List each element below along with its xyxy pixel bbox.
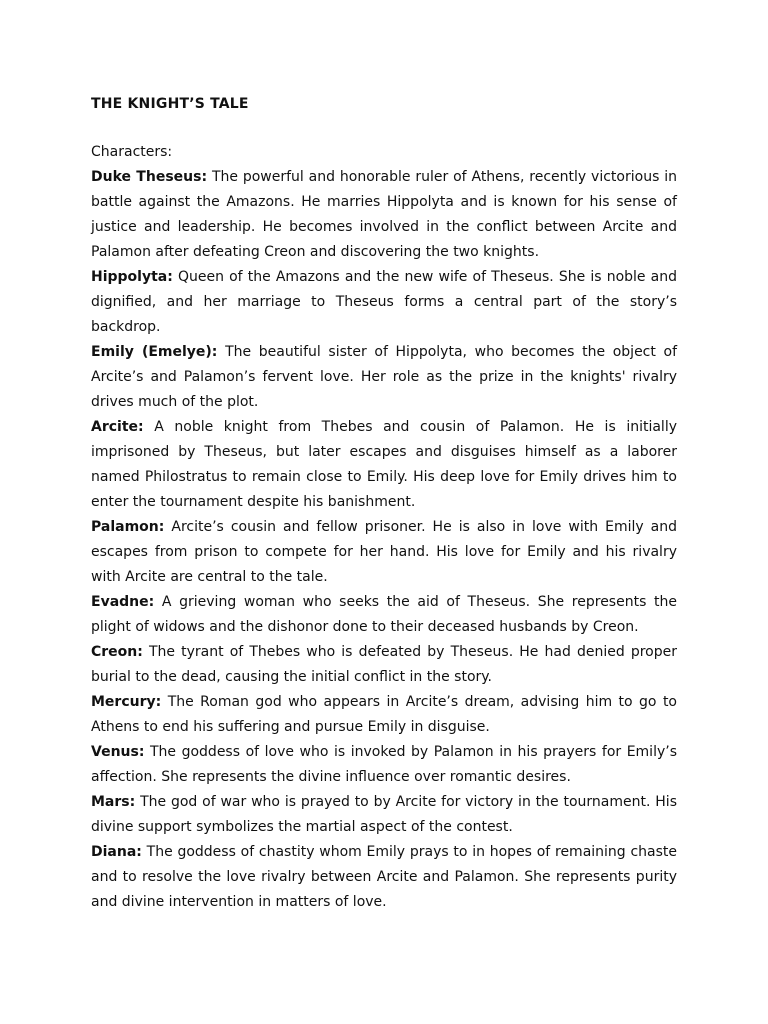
character-description: A grieving woman who seeks the aid of Theseus. She represents the plight of widows and the dishonor done to their deceased husbands by Creon.	[91, 594, 678, 635]
character-name: Emily (Emelye):	[91, 344, 218, 360]
character-description: The goddess of chastity whom Emily prays to in hopes of remaining chaste and to resolve the love rivalry between Arcite and Palamon. She represents purity and divine intervention in matters of love.	[91, 844, 677, 910]
character-entry-hippolyta	[91, 265, 677, 340]
character-description: The goddess of love who is invoked by Palamon in his prayers for Emily’s affection. She represents the divine influence over romantic desires.	[91, 744, 677, 785]
character-name: Evadne:	[91, 594, 155, 610]
character-entry-palamon	[91, 515, 677, 590]
character-description: A noble knight from Thebes and cousin of Palamon. He is initially imprisoned by Theseus, but later escapes and disguises himself as a laborer named Philostratus to remain close to Emily. His deep love for Emily drives him to enter the tournament despite his banishment.	[91, 419, 677, 510]
character-description: Queen of the Amazons and the new wife of Theseus. She is noble and dignified, and her marriage to Theseus forms a central part of the story’s backdrop.	[91, 269, 677, 335]
character-name: Duke Theseus:	[91, 169, 208, 185]
character-entry-mars	[91, 790, 677, 840]
character-description: The powerful and honorable ruler of Athens, recently victorious in battle against the Amazons. He marries Hippolyta and is known for his sense of justice and leadership. He becomes involved in the conflict between Arcite and Palamon after defeating Creon and discovering the two knights.	[91, 169, 677, 260]
character-entry-arcite	[91, 415, 677, 515]
character-name: Mars:	[91, 794, 136, 810]
character-entry-evadne	[91, 590, 677, 640]
character-entry-mercury	[91, 690, 677, 740]
document-title: THE KNIGHT’S TALE	[91, 96, 249, 112]
character-entry-theseus	[91, 165, 677, 265]
character-name: Arcite:	[91, 419, 144, 435]
character-name: Mercury:	[91, 694, 162, 710]
character-entry-diana	[91, 840, 677, 915]
character-description: The tyrant of Thebes who is defeated by Theseus. He had denied proper burial to the dead, causing the initial conflict in the story.	[91, 644, 677, 685]
character-name: Palamon:	[91, 519, 165, 535]
character-name: Venus:	[91, 744, 145, 760]
document-page	[91, 94, 677, 915]
character-entry-emily	[91, 340, 677, 415]
character-name: Creon:	[91, 644, 143, 660]
character-name: Diana:	[91, 844, 142, 860]
character-entry-venus	[91, 740, 677, 790]
character-description: The beautiful sister of Hippolyta, who becomes the object of Arcite’s and Palamon’s fervent love. Her role as the prize in the knights' rivalry drives much of the plot.	[91, 344, 678, 410]
characters-heading: Characters:	[91, 144, 173, 160]
character-description: The Roman god who appears in Arcite’s dream, advising him to go to Athens to end his suffering and pursue Emily in disguise.	[91, 694, 678, 735]
character-entry-creon	[91, 640, 677, 690]
character-description: Arcite’s cousin and fellow prisoner. He is also in love with Emily and escapes from prison to compete for her hand. His love for Emily and his rivalry with Arcite are central to the tale.	[91, 519, 677, 585]
character-description: The god of war who is prayed to by Arcite for victory in the tournament. His divine support symbolizes the martial aspect of the contest.	[91, 794, 677, 835]
character-name: Hippolyta:	[91, 269, 173, 285]
